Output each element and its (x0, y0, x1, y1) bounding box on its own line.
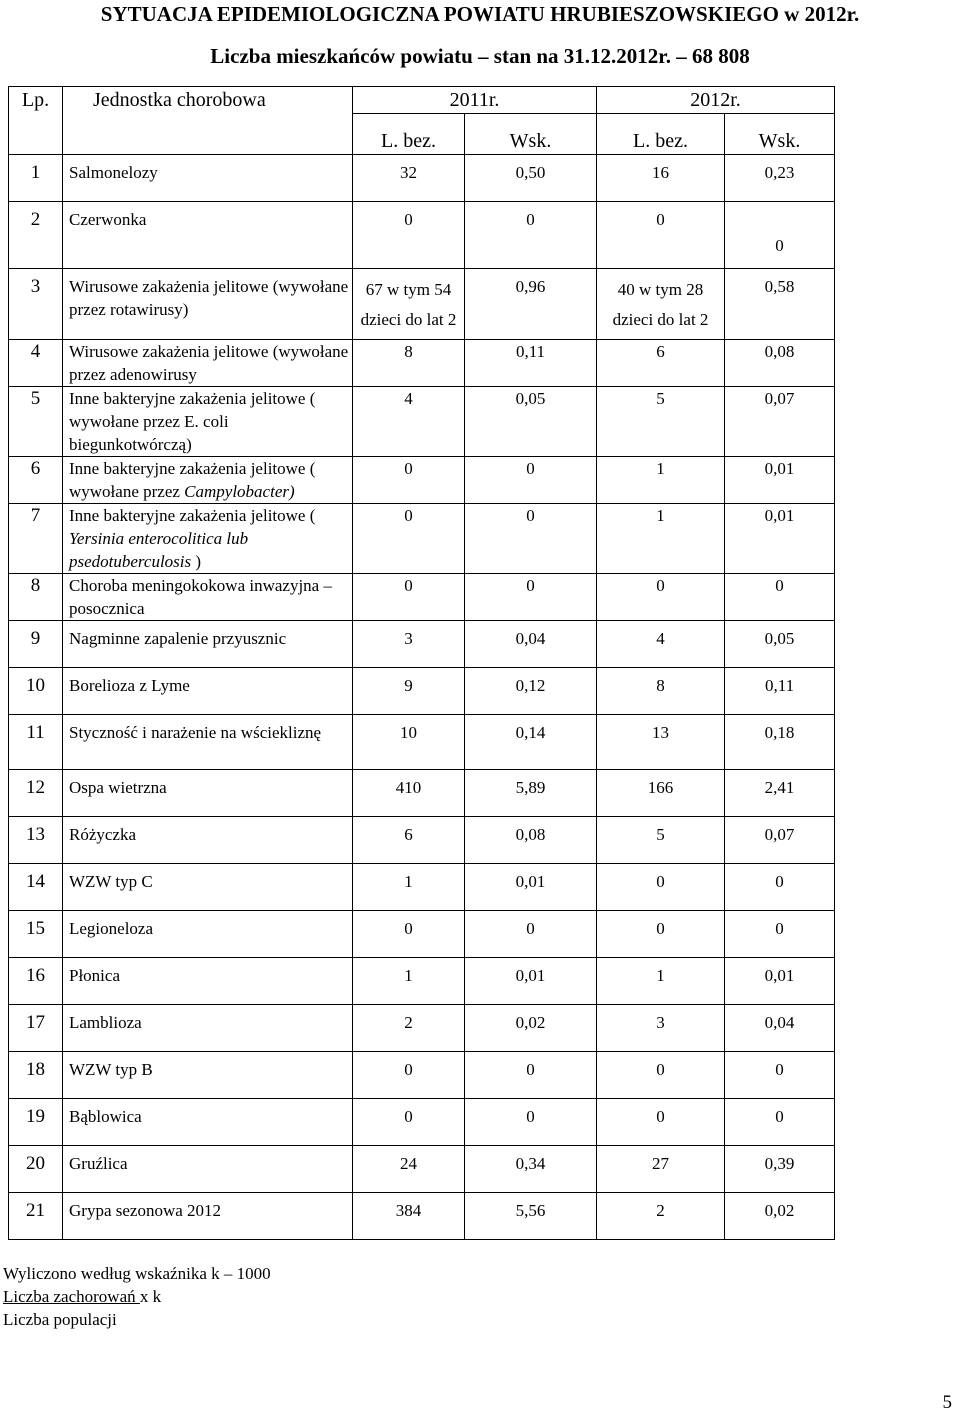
row-name: Grypa sezonowa 2012 (63, 1193, 353, 1240)
row-rate-2012: 0 (725, 1099, 835, 1146)
row-rate-2012: 0,07 (725, 817, 835, 864)
row-cases-2011: 0 (353, 911, 465, 958)
row-lp: 2 (9, 202, 63, 269)
page-number: 5 (942, 1392, 952, 1413)
row-name: Inne bakteryjne zakażenia jelitowe ( wywołane przez E. coli biegunkotwórczą) (63, 387, 353, 457)
row-rate-2011: 5,89 (465, 770, 597, 817)
table-row (9, 155, 835, 202)
row-cases-2012: 4 (597, 621, 725, 668)
table-row (9, 1052, 835, 1099)
header-rate-2011: Wsk. (465, 114, 597, 155)
row-cases-2012 (597, 269, 725, 340)
row-name (63, 457, 353, 504)
row-rate-2012: 0 (725, 864, 835, 911)
page-title: SYTUACJA EPIDEMIOLOGICZNA POWIATU HRUBIESZOWSKIEGO w 2012r. (100, 2, 860, 26)
row-name: Salmonelozy (63, 155, 353, 202)
row-rate-2012: 0,04 (725, 1005, 835, 1052)
header-year-2012: 2012r. (597, 87, 835, 114)
row-rate-2011: 0,34 (465, 1146, 597, 1193)
footnote (3, 1262, 271, 1331)
row-rate-2012: 0,07 (725, 387, 835, 457)
row-name: Wirusowe zakażenia jelitowe (wywołane przez rotawirusy) (63, 269, 353, 340)
footnote-numerator: Liczba zachorowań (3, 1287, 140, 1306)
row-lp: 17 (9, 1005, 63, 1052)
table-row (9, 1099, 835, 1146)
row-rate-2011: 0,04 (465, 621, 597, 668)
row-cases-2012: 0 (597, 864, 725, 911)
row-rate-2011: 0,11 (465, 340, 597, 387)
header-year-2011: 2011r. (353, 87, 597, 114)
row-cases-2011: 0 (353, 457, 465, 504)
row-cases-2012: 6 (597, 340, 725, 387)
footnote-multiplier: x k (139, 1287, 162, 1306)
row-cases-2012: 2 (597, 1193, 725, 1240)
row-name: Ospa wietrzna (63, 770, 353, 817)
table-row (9, 1005, 835, 1052)
row-rate-2012: 0,01 (725, 504, 835, 574)
row-name: Lamblioza (63, 1005, 353, 1052)
table-row (9, 387, 835, 457)
row-rate-2012: 0,01 (725, 457, 835, 504)
row-cases-2011: 3 (353, 621, 465, 668)
row-rate-2011: 0,12 (465, 668, 597, 715)
table-row (9, 958, 835, 1005)
row-lp: 11 (9, 715, 63, 770)
row-cases-2012: 1 (597, 457, 725, 504)
table-row (9, 817, 835, 864)
table-row (9, 1193, 835, 1240)
row-cases-2011: 9 (353, 668, 465, 715)
row-rate-2011: 0 (465, 911, 597, 958)
epidemiology-table-wrapper (8, 86, 834, 1240)
row-rate-2012: 0 (725, 1052, 835, 1099)
row-name: Płonica (63, 958, 353, 1005)
row-lp: 14 (9, 864, 63, 911)
row-rate-2011: 0,14 (465, 715, 597, 770)
row-rate-2012: 0,08 (725, 340, 835, 387)
row-rate-2012: 0,01 (725, 958, 835, 1005)
row-lp: 4 (9, 340, 63, 387)
row-cases-2012: 166 (597, 770, 725, 817)
table-row (9, 202, 835, 269)
header-lp: Lp. (9, 87, 63, 155)
header-cases-2011: L. bez. (353, 114, 465, 155)
row-cases-2011: 384 (353, 1193, 465, 1240)
table-row (9, 715, 835, 770)
row-cases-2012: 5 (597, 817, 725, 864)
row-cases-2011: 0 (353, 574, 465, 621)
row-lp: 19 (9, 1099, 63, 1146)
row-name: Styczność i narażenie na wściekliznę (63, 715, 353, 770)
row-cases-2012: 0 (597, 1052, 725, 1099)
row-rate-2011: 0,02 (465, 1005, 597, 1052)
row-rate-2011: 0 (465, 574, 597, 621)
row-rate-2011: 0 (465, 457, 597, 504)
row-rate-2012: 0 (725, 911, 835, 958)
row-cases-2012-note: dzieci do lat 2 (612, 310, 709, 329)
row-name: Choroba meningokokowa inwazyjna – posocznica (63, 574, 353, 621)
row-name: Wirusowe zakażenia jelitowe (wywołane przez adenowirusy (63, 340, 353, 387)
row-cases-2011: 1 (353, 864, 465, 911)
row-cases-2012: 8 (597, 668, 725, 715)
row-cases-2012: 0 (597, 1099, 725, 1146)
row-cases-2011: 410 (353, 770, 465, 817)
row-rate-2011: 0,01 (465, 958, 597, 1005)
row-rate-2012: 0 (725, 574, 835, 621)
row-lp: 16 (9, 958, 63, 1005)
row-name: Bąblowica (63, 1099, 353, 1146)
row-lp: 3 (9, 269, 63, 340)
row-cases-2012: 5 (597, 387, 725, 457)
row-cases-2012: 13 (597, 715, 725, 770)
row-cases-2011: 4 (353, 387, 465, 457)
row-cases-2012: 27 (597, 1146, 725, 1193)
row-rate-2011: 0,50 (465, 155, 597, 202)
table-row (9, 1146, 835, 1193)
row-name: Gruźlica (63, 1146, 353, 1193)
row-rate-2012: 0,58 (725, 269, 835, 340)
header-unit: Jednostka chorobowa (63, 87, 353, 155)
row-cases-2011: 2 (353, 1005, 465, 1052)
row-rate-2011: 0,08 (465, 817, 597, 864)
row-lp: 10 (9, 668, 63, 715)
row-name-italic: Campylobacter) (184, 482, 295, 501)
row-rate-2012: 0,02 (725, 1193, 835, 1240)
row-name-italic: Yersinia enterocolitica lub psedotuberculosis (69, 529, 249, 571)
row-lp: 18 (9, 1052, 63, 1099)
row-cases-2012: 1 (597, 504, 725, 574)
row-lp: 9 (9, 621, 63, 668)
row-name-close: ) (195, 552, 202, 571)
table-header-row (9, 87, 835, 114)
row-name: Różyczka (63, 817, 353, 864)
row-name: Borelioza z Lyme (63, 668, 353, 715)
row-lp: 12 (9, 770, 63, 817)
row-rate-2011: 0,96 (465, 269, 597, 340)
footnote-line-3: Liczba populacji (3, 1310, 117, 1329)
row-cases-2012: 0 (597, 202, 725, 269)
row-name: Legioneloza (63, 911, 353, 958)
header-cases-2012: L. bez. (597, 114, 725, 155)
row-rate-2012: 2,41 (725, 770, 835, 817)
table-row (9, 911, 835, 958)
row-cases-2011: 8 (353, 340, 465, 387)
row-cases-2011: 0 (353, 1052, 465, 1099)
row-rate-2012: 0,23 (725, 155, 835, 202)
row-rate-2011: 0 (465, 1099, 597, 1146)
row-cases-2011: 32 (353, 155, 465, 202)
row-cases-2011: 0 (353, 1099, 465, 1146)
row-cases-2011: 1 (353, 958, 465, 1005)
row-name: Czerwonka (63, 202, 353, 269)
table-row (9, 668, 835, 715)
row-rate-2011: 5,56 (465, 1193, 597, 1240)
row-lp: 8 (9, 574, 63, 621)
row-cases-2011: 24 (353, 1146, 465, 1193)
row-cases-2011: 6 (353, 817, 465, 864)
row-cases-2011-note: dzieci do lat 2 (360, 310, 457, 329)
row-cases-2011 (353, 269, 465, 340)
page-subtitle: Liczba mieszkańców powiatu – stan na 31.12.2012r. – 68 808 (210, 44, 750, 68)
row-name-text: Inne bakteryjne zakażenia jelitowe ( wywołane przez (69, 459, 316, 501)
row-name-text: Inne bakteryjne zakażenia jelitowe ( (69, 506, 316, 525)
row-rate-2012: 0,11 (725, 668, 835, 715)
row-cases-2012: 16 (597, 155, 725, 202)
row-rate-2011: 0 (465, 202, 597, 269)
row-rate-2012: 0,05 (725, 621, 835, 668)
row-name: Nagminne zapalenie przyusznic (63, 621, 353, 668)
table-row (9, 457, 835, 504)
row-rate-2011: 0,05 (465, 387, 597, 457)
row-cases-2011: 10 (353, 715, 465, 770)
row-cases-2012: 1 (597, 958, 725, 1005)
row-cases-2012: 0 (597, 911, 725, 958)
row-lp: 7 (9, 504, 63, 574)
row-cases-2011-main: 67 w tym 54 (365, 280, 452, 299)
table-row (9, 864, 835, 911)
table-row (9, 340, 835, 387)
epidemiology-table (8, 86, 835, 1240)
row-cases-2012: 0 (597, 574, 725, 621)
row-lp: 21 (9, 1193, 63, 1240)
row-rate-2011: 0 (465, 504, 597, 574)
table-row (9, 504, 835, 574)
footnote-line-1: Wyliczono według wskaźnika k – 1000 (3, 1264, 271, 1283)
row-lp: 20 (9, 1146, 63, 1193)
row-lp: 15 (9, 911, 63, 958)
table-row (9, 574, 835, 621)
row-rate-2012: 0,18 (725, 715, 835, 770)
row-rate-2012: 0,39 (725, 1146, 835, 1193)
row-cases-2011: 0 (353, 202, 465, 269)
table-row (9, 770, 835, 817)
row-lp: 13 (9, 817, 63, 864)
row-lp: 6 (9, 457, 63, 504)
header-rate-2012: Wsk. (725, 114, 835, 155)
row-cases-2011: 0 (353, 504, 465, 574)
row-name (63, 504, 353, 574)
row-rate-2011: 0 (465, 1052, 597, 1099)
row-name: WZW typ C (63, 864, 353, 911)
row-lp: 1 (9, 155, 63, 202)
row-cases-2012-main: 40 w tym 28 (617, 280, 704, 299)
row-name: WZW typ B (63, 1052, 353, 1099)
row-cases-2012: 3 (597, 1005, 725, 1052)
row-rate-2011: 0,01 (465, 864, 597, 911)
table-row (9, 621, 835, 668)
row-rate-2012: 0 (725, 202, 835, 269)
row-lp: 5 (9, 387, 63, 457)
footnote-line-2 (3, 1285, 271, 1308)
table-row (9, 269, 835, 340)
